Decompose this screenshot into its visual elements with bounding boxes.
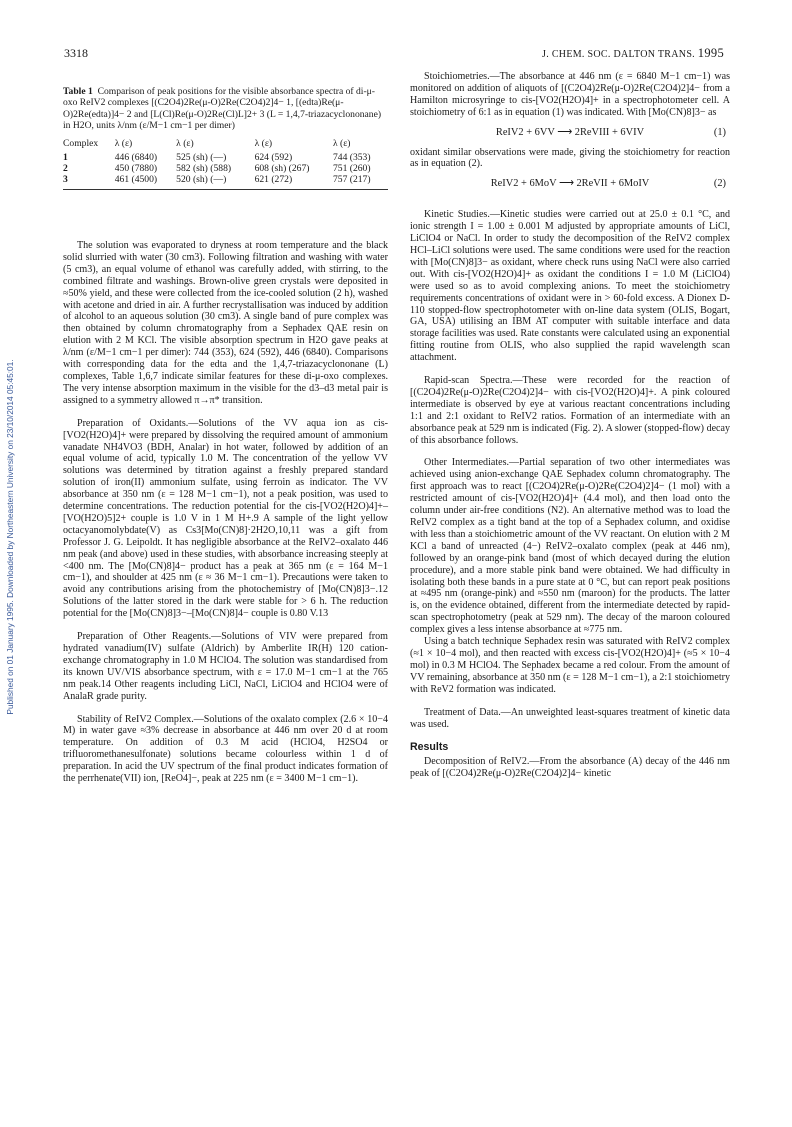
paragraph: Rapid-scan Spectra.—These were recorded for the reaction of [(C2O4)2Re(μ-O)2Re(C2O4)2]4− with cis-[VO2(H2O)4]+. A pink coloured intermediate is observed by eye at various reactant concentrations including 1:1 and 2:1 oxidant to ReIV2 ratios. Formation of an intermediate with an absorbance peak at 529 nm is indicated (Fig. 2). A slower (stopped-flow) decay of this absorbance follows. <box>410 375 730 446</box>
paragraph: Stoichiometries.—The absorbance at 446 nm (ε = 6840 M−1 cm−1) was monitored on addition of aliquots of [(C2O4)2Re(μ-O)2Re(C2O4)2]4− from a Hamilton microsyringe to cis-[VO2(H2O)4]+ in a spectrophotometer cell. A stoichiometry of 6:1 as in equation (1) was indicated. With [Mo(CN)8]3− as <box>410 71 730 118</box>
paragraph: Preparation of Oxidants.—Solutions of the VV aqua ion as cis-[VO2(H2O)4]+ were prepared by dissolving the required amount of ammonium vanadate NH4VO3 (BDH, Analar) in hot water, followed by addition of an equal volume of acid, typically 1.0 M. The concentration of the yellow VV solutions was determined by titration against a freshly prepared standard solution of iron(II) ammonium sulfate, using ferroin as indicator. The VV absorbance at 350 nm (ε = 128 M−1 cm−1), not a peak position, was used to determine concentrations. The reduction potential for the cis-[VO2(H2O)4]+–[VO(H2O)5]2+ couple is 1.0 V in 1 M H+.9 A sample of the light yellow octacyanomolybdate(V) as Cs3[Mo(CN)8]·2H2O,10,11 was a gift from Professor J. G. Leipoldt. It has negligible absorbance at the ReIV2–oxalato 446 nm peak (and above) used in these studies, with absorbance increasing steeply at <400 nm. The [Mo(CN)8]4− product has a peak at 365 nm (ε = 164 M−1 cm−1), and shoulder at 425 nm (ε ≈ 36 M−1 cm−1). Precautions were taken to avoid any contributions arising from the photochemistry of [Mo(CN)8]3−.12 Solutions of the latter stored in the dark were stable for > 6 h. The reduction potential for the [Mo(CN)8]3−–[Mo(CN)8]4− couple is 0.80 V.13 <box>63 417 388 620</box>
paragraph: Treatment of Data.—An unweighted least-squares treatment of kinetic data was used. <box>410 706 730 730</box>
left-body <box>63 240 388 785</box>
equation-2: ReIV2 + 6MoV ⟶ 2ReVII + 6MoIV (2) <box>490 178 726 190</box>
table-caption <box>63 86 388 132</box>
header-cell: Complex <box>63 137 99 149</box>
header-cell: λ (ε) <box>176 137 194 149</box>
journal-year: 1995 <box>697 46 724 60</box>
paragraph: The solution was evaporated to dryness at room temperature and the black solid slurried with water (30 cm3). Following filtration and washing with water (5 cm3), an equal volume of ethanol was carefully added, with stirring, to the combined filtrate and washings. Brown-olive green crystals were deposited in ≈50% yield, and these were collected from the ice-cooled solution (2 h), washed with acetone and dried in air. A further recrystallisation was induced by addition of alcohol to an aqueous solution (30 cm3). A single band of pure complex was then obtained by column chromatography from a Sephadex QAE resin on elution with 2 M KCl. The visible absorption spectrum in H2O gave peaks at λ/nm (ε/M−1 cm−1 per dimer): 744 (353), 624 (592), 446 (6840). Comparisons with corresponding data for the edta and the 1,4,7-triazacyclononane (L) complexes, Table 1,6,7 indicate similar features for these di-μ-oxo complexes. The very intense absorption maximum in the visible for the d3–d3 metal pair is assigned to a symmetry allowed π→π* transition. <box>63 240 388 406</box>
table-caption-text: Comparison of peak positions for the visible absorbance spectra of di-μ-oxo ReIV2 complexes [(C2O4)2Re(μ-O)2Re(C2O4)2]4− 1, [(edta)Re(μ-O)2Re(edta)]4− 2 and [L(Cl)Re(μ-O)2Re(Cl)L]2+ 3 (L = 1,4,7-triazacyclononane) in H2O, units λ/nm (ε/M−1 cm−1 per dimer) <box>63 86 382 132</box>
paragraph: Stability of ReIV2 Complex.—Solutions of the oxalato complex (2.6 × 10−4 M) in water gave ≈3% decrease in absorbance at 446 nm over 20 d at room temperature. On addition of 0.3 M acid (HClO4, H2SO4 or trifluoromethanesulfonate) solutions became colourless within 1 d of preparation. In acid the UV spectrum of the final product indicates formation of the perrhenate(VII) ion, [ReO4]−, peak at 225 nm (ε = 3400 M−1 cm−1). <box>63 713 388 785</box>
paragraph: Kinetic Studies.—Kinetic studies were carried out at 25.0 ± 0.1 °C, and ionic strength I = 1.00 ± 0.001 M adjusted by appropriate amounts of LiCl, LiClO4 or NaCl. In order to study the decomposition of the ReIV2 complex HCl–LiCl solutions were used. The same conditions were used for the reaction with [Mo(CN)8]3− as oxidant, where check runs using NaCl were also carried out. With cis-[VO2(H2O)4]+ as oxidant the conditions I = 1.0 M (LiClO4) were used so as to avoid complexing anions. To meet the stoichiometry requirements concentrations of oxidant were in > 60-fold excess. A Dionex D-110 stopped-flow spectrophotometer with on-line data system (OLIS, Bogart, GA, USA) utilising an IBM AT computer with suitable interface and data storage facilities was used. Rate constants were calculated using an exponential fitting routine from OLIS, who also supplied the rapid wavelength scan attachment. <box>410 209 730 364</box>
header-cell: λ (ε) <box>114 137 133 149</box>
table-rule <box>63 189 388 190</box>
paragraph: Other Intermediates.—Partial separation of two other intermediates was achieved using anion-exchange QAE Sephadex column chromatography. The first approach was to react [(C2O4)2Re(μ-O)2Re(C2O4)2]4− (1 mol) with a restricted amount of cis-[VO2(H2O)4]+ (4.4 mol), and then load onto the column under air-free conditions (N2). An alternative method was to load the ReIV2 complex as a tight band at the top of a Sephadex column, and oxidise with less than a stoichiometric amount of the VV reactant. On elution with 2 M KCl a band of unreacted (4−) ReIV2–oxalato complex (peak at 446 nm), followed by an orange-pink band (most of which decayed during the elution procedure), and a more stable pink band were obtained. We had difficulty in isolating both these bands in a pure state at 0 °C, but can report peak positions at ≈495 nm (orange-pink) and ≈550 nm (maroon) for the products. The latter is, on the evidence obtained, different from the intermediate detected by rapid-scan spectrophotometry (peak at 529 nm). The decay of the maroon coloured complex gives a less intense absorbance at ≈775 nm. <box>410 457 730 636</box>
header-cell: λ (ε) <box>254 137 273 149</box>
results-heading: Results <box>410 741 449 754</box>
left-column <box>63 86 388 190</box>
table-row: 3 461 (4500) 520 (sh) (—) 621 (272) 757 (217) <box>63 173 371 185</box>
right-column <box>410 71 730 780</box>
paragraph: oxidant similar observations were made, giving the stoichiometry for reaction as in equation (2). <box>410 146 730 170</box>
table-header-row <box>63 138 388 152</box>
equation-1: ReIV2 + 6VV ⟶ 2ReVIII + 6VIV (1) <box>495 126 726 138</box>
paragraph: Using a batch technique Sephadex resin was saturated with ReIV2 complex (≈1 × 10−4 mol), and then reacted with excess cis-[VO2(H2O)4]+ (≈5 × 10−4 mol) in 0.3 M HClO4. The Sephadex became a red colour. From the amount of VV remaining, absorbance at 350 nm (ε = 128 M−1 cm−1), a 2:1 stoichiometry with ReV2 formation was indicated. <box>410 636 730 695</box>
journal-header <box>542 46 724 61</box>
table-label: Table 1 <box>63 86 93 97</box>
paragraph: Preparation of Other Reagents.—Solutions of VIV were prepared from hydrated vanadium(IV) sulfate (Aldrich) by Amberlite IR(H) 120 cation-exchange chromatography in 1.0 M HClO4. The solution was standardised from its known UV/VIS absorbance spectrum, with ε = 17.0 M−1 cm−1 at the 765 nm peak.14 Other reagents including LiCl, NaCl, LiClO4 and HClO4 were of AnalaR grade purity. <box>63 631 388 702</box>
header-cell: λ (ε) <box>332 137 351 149</box>
table-row: 1 446 (6840) 525 (sh) (—) 624 (592) 744 (353) <box>63 151 371 163</box>
table-row: 2 450 (7880) 582 (sh) (588) 608 (sh) (267) 751 (260) <box>63 162 371 174</box>
sidebar-text: Published on 01 January 1995. Downloaded by Northeastern University on 23/10/2014 05:45:01. <box>5 359 15 715</box>
paragraph: Decomposition of ReIV2.—From the absorbance (A) decay of the 446 nm peak of [(C2O4)2Re(μ-O)2Re(C2O4)2]4− kinetic <box>410 756 730 780</box>
page-number: 3318 <box>64 46 88 60</box>
download-sidebar <box>2 180 16 900</box>
journal-name: J. CHEM. SOC. DALTON TRANS. <box>542 49 695 60</box>
comparison-table <box>63 138 388 185</box>
